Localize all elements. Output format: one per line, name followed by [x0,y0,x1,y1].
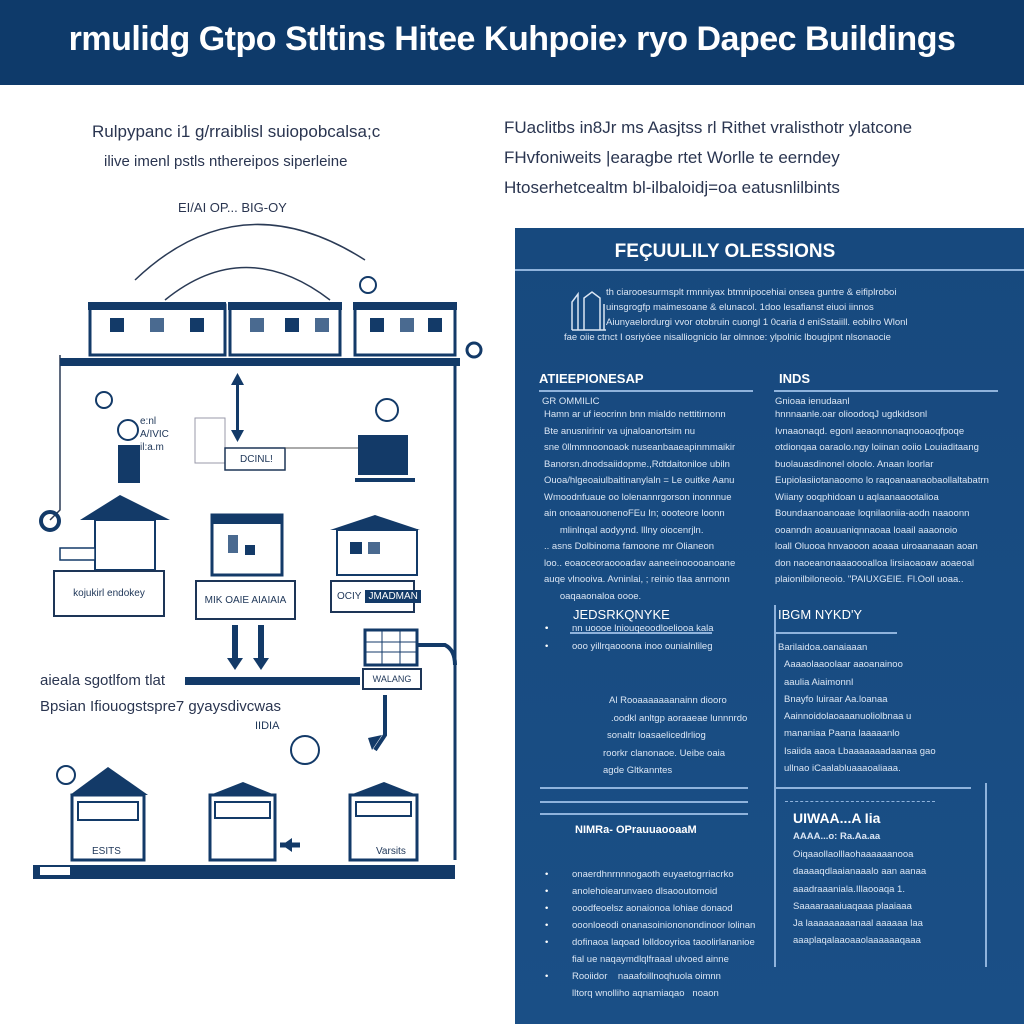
right-intro-line-2: FHvfoniweits |earagbe rtet Worlle te eerndey [504,148,840,167]
col2-heading-3: UIWAA...A Iia [793,810,881,826]
down-arrows [227,625,269,670]
col1-line: Banorsn.dnodsaiidopme.,Rdtdaitoniloe ubiln [544,458,730,470]
col1-line: Wmoodnfuaue oo lolenannrgorson inonnnue [544,491,732,503]
col2-rule-2 [775,632,897,634]
col2-line: daaaaqdlaaianaaalo aan aanaa [793,866,927,878]
panel-title: FEÇUULILY OLESSIONS [614,241,836,262]
col2-line: hnnnaanle.oar olioodoqJ ugdkidsonl [775,409,928,420]
col2-body-3 [793,846,926,950]
small-label-2: IIDIA [255,720,280,732]
col2-line: aaadraaaniala.Illaooaqa 1. [793,883,905,895]
col2-dash-rule [785,801,935,802]
col1-line: .. asns Dolbinoma famoone mr Olianeon [544,541,715,552]
col2-line: ullnao iCaalabluaaaoaliaaa. [784,763,901,775]
building-emblem-icon [568,290,608,332]
col2-line: don naoeanonaaaoooalloa lirsiaoaoaw aoaeoal [775,557,975,569]
middle-buildings [41,495,420,575]
spreadsheet-icon [365,630,417,665]
col1-centered-line: .oodkl anltgp aoraaeae lunnnrdo [611,712,748,724]
col1-line: oaqaaonaloa oooe. [544,590,642,602]
stage-box-2: MIK OAIE AIAIAIA [195,580,296,620]
col1-bullet: • onaerdhnrnnnogaoth euyaetogrriacrko [545,866,755,883]
panel-title-rule [515,269,1024,271]
person-left-figure [118,420,140,483]
stage-box-3 [330,580,418,613]
panel-intro-line: Aiunyaelordurgi vvor otobruin cuongl 1 0caria d eniSstaiill. eobilro Wlonl [606,317,908,328]
col2-line: plaionilbiloneoio. "PAIUXGEIE. Fl.Ooll uoaa.. [775,574,964,585]
col1-bullet: • anolehoiearunvaeo dlsaooutomoid [545,883,755,900]
col2-line: Oiqaaollaolllaohaaaaaanooa [793,849,914,860]
col2-rule [774,390,998,392]
col1-bullets [545,620,714,656]
col2-line: aaaplaqalaaoaaolaaaaaaqaaa [793,935,921,947]
col1-bullet: • ooodfeoelsz aonaionoa lohiae donaod [545,900,755,917]
col2-sub-3: AAAA...o: Ra.Aa.aa [793,831,881,842]
col1-line: Bte anusnirinir va ujnaloanortsim nu [544,425,696,437]
col1-heading-3: NIMRa- OPrauuaooaaM [575,824,697,836]
col1-heading: ATIEEPIONESAP [539,371,644,386]
right-intro-line-1: FUaclitbs in8Jr ms Aasjtss rl Rithet vralisthotr ylatcone [504,118,913,137]
col1-centered-line: sonaltr loasaelicedlrliog [607,730,706,741]
col2-line: Ivnaaonaqd. egonl aeaonnonaqnooaoqfpoqe [775,425,965,437]
panel-intro-line: fae oiie ctnct I osriyóee nisalliognicio lar olmnoe: ylpolnic lbougipnt nlsonaocie [564,332,891,343]
col2-heading: INDS [779,371,811,386]
small-label-4: Varsits [376,846,406,857]
col1-centered-line: roorkr clanonaoe. Ueibe oaia [603,747,725,759]
stage-box-3-label: OCIY [337,591,362,602]
col1-rule-4 [540,801,748,803]
col2-line: buolauasdinonel oloolo. Anaan loorlar [775,458,934,470]
left-intro-line-2: ilive imenl pstls nthereipos siperleine [104,153,348,170]
col1-rule-3 [540,787,748,789]
person-label-2: A/IVIC [140,429,169,440]
col2-body-2 [778,639,936,777]
left-intro-line-1: Rulpypanc i1 g/rraiblisl suiopobcalsa;c [92,122,381,141]
mid-label: DCINL! [240,454,273,465]
col1-centered-line: Al Rooaaaaaaanainn diooro [609,695,727,706]
col1-rule [539,390,753,392]
col2-line: Aainnoidolaoaaanuoliolbnaa u [784,711,912,723]
col1-centered [603,692,747,780]
col2-divider [774,605,776,967]
panel-intro-line: uinsgrogfp maimesoane & elunacol. 1doo lesafianst eiuoi iinnos [606,302,874,313]
col2-rule-3 [775,787,971,789]
col1-bullet: • ooo yillrqaooona inoo ounialnlileg [545,638,714,656]
col2-line: loall Oluooa hnvaooon aoaaa uiroaanaaan aoan [775,541,978,552]
col2-line: Eupiolasiiotanaoomo lo raqoanaanaobaollaltabatrn [775,475,989,486]
col1-line: Hamn ar uf ieocrinn bnn mialdo nettitirnonn [544,409,726,420]
person-label-1: e:nl [140,416,157,427]
col1-bullet: • ooonloeodi onanasoiniononondinoor lolinan [545,917,755,934]
flow-caption-1: aieala sgotlfom tlat [40,672,166,689]
col2-line: Barilaidoa.oanaiaaan [778,642,868,653]
col1-line: loo.. eoaoceoraoooadav aaneeinooooanoane [544,557,736,569]
col1-bullet: • dofinaoa laqoad lolldooyrioa taoolirlananioe fial ue naqaymdlqlfraaal ulvoed ainne [545,934,755,968]
col1-centered-line: agde Gltkanntes [603,765,673,776]
col1-bullet: • nn uoooe lniouqeoodloeliooa kala [545,620,714,638]
col2-line: Ja laaaaaaaaanaal aaaaaa laa [793,918,923,930]
node-circle [96,392,112,408]
col1-sub: GR OMMILIC [542,396,600,407]
col2-line: mananiaa Paana laaaaanlo [784,728,900,740]
small-label-3: ESITS [92,846,121,857]
panel-intro-line: th ciarooesurmsplt rmnniyax btmnipocehiai onsea guntre & eifiplroboi [606,287,897,298]
col2-line: Bnayfo luiraar Aa.loanaa [784,693,888,705]
double-arrow [231,373,244,442]
ground-bar [33,865,455,879]
bottom-buildings [33,736,455,879]
stage-box-3-tag: JMADMAN [365,590,420,603]
page-title: rmulidg Gtpo Stltins Hitee Kuhpoie› ryo Dapec Buildings [68,20,956,58]
col2-line: otdionqaa oaraolo.ngy loiinan ooiio Louiaditaang [775,442,979,453]
panel-intro [564,285,908,345]
col1-line: ain onoaanouonenoFEu In; oooteore loonn [544,508,725,519]
person-right-figure [355,399,415,482]
stage-box-1: kojukirl endokey [53,570,165,617]
col1-line: Ouoa/hlgeoaiulbaitinanylaln = Le ouitke Aanu [544,475,735,486]
col1-body [544,407,735,605]
small-label-box: WALANG [362,668,422,690]
col2-body [775,407,989,589]
col2-line: ooanndn aoauuaniqnnaoaa loaail aaaonoio [775,524,958,536]
right-intro-line-3: Htoserhetcealtm bl-ilbaloidj=oa eatusnlilbints [504,178,840,197]
col2-line: Isaiida aaoa Lbaaaaaaadaanaa gao [784,745,936,757]
col2-line: Wiiany ooqphidoan u aqlaanaaootalioa [775,491,939,503]
col1-heading-2: JEDSRKQNYKE [573,607,670,622]
person-label-3: il:a.m [140,442,164,453]
process-diagram [0,190,510,890]
building-row [60,277,481,366]
col2-line: Saaaaraaaiuaqaaa plaaiaaa [793,900,912,912]
col1-line: auqe vlnooiva. Avninlai, ; reinio tlaa anrnonn [544,574,730,585]
col2-line: Boundaanoanoaae loqnilaoniia-aodn naaoonn [775,508,970,519]
flow-bar [185,677,360,685]
col2-line: aaulia Aiaimonnl [784,676,854,688]
col1-line: mlinlnqal aodyynd. lllny oiocenrjln. [544,524,704,536]
arc-label: EI/AI OP... BIG-OY [178,200,287,215]
col1-bullets-2 [545,866,755,1002]
col1-line: sne 0llmmnoonoaok nuseanbaaeapinmmaikir [544,442,736,453]
col1-rule-5 [540,813,748,815]
inner-arc [165,268,330,301]
col2-line: Aaaaolaaoolaar aaoanainoo [784,659,903,671]
col2-sub: Gnioaa ienudaanl [775,396,850,407]
outer-arc [135,224,365,280]
person-label [140,415,169,454]
flow-caption-2: Bpsian Ifiouogstspre7 gyaysdivcwas [40,698,281,715]
col2-divider-right [985,783,987,967]
col1-bullet: • Rooiidor naaafoillnoqhuola oimnn lltorq wnolliho aqnamiaqao noaon [545,968,755,1002]
col2-heading-2: IBGM NYKD'Y [778,607,863,622]
